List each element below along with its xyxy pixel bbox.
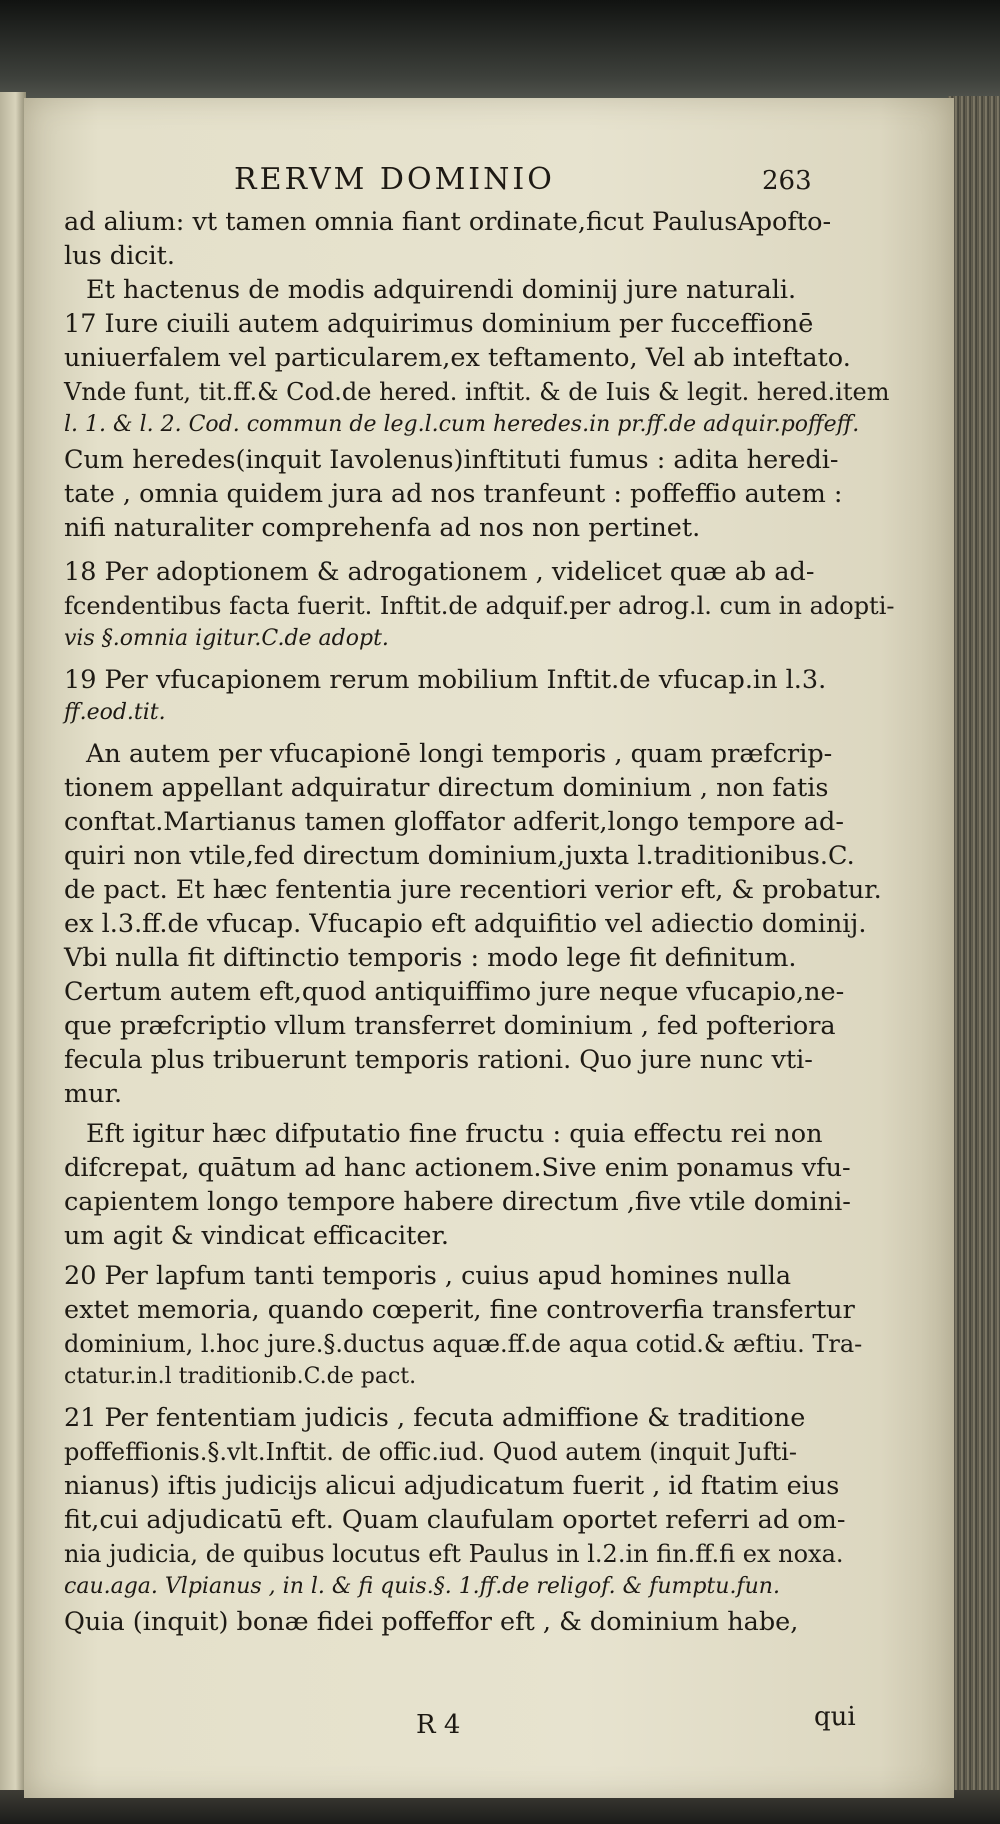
- text-line: que præfcriptio vllum transferret dominium , fed pofteriora: [64, 1011, 836, 1041]
- signature-mark: R 4: [416, 1710, 461, 1740]
- text-line: cau.aga. Vlpianus , in l. & fi quis.§. 1.ff.de religof. & fumptu.fun.: [64, 1574, 780, 1599]
- text-line: tate , omnia quidem jura ad nos tranfeunt : poffeffio autem :: [64, 479, 843, 509]
- text-line: 18 Per adoptionem & adrogationem , videlicet quæ ab ad-: [64, 557, 815, 587]
- text-line: Et hactenus de modis adquirendi dominij jure naturali.: [86, 275, 797, 305]
- left-facing-page-edge: [0, 92, 26, 1792]
- text-line: Eft igitur hæc difputatio fine fructu : quia effectu rei non: [86, 1119, 823, 1149]
- text-line: ad alium: vt tamen omnia fiant ordinate,ficut PaulusApofto-: [64, 207, 832, 237]
- text-line: Vnde funt, tit.ff.& Cod.de hered. inftit. & de Iuis & legit. hered.item: [64, 378, 890, 406]
- text-line: vis §.omnia igitur.C.de adopt.: [64, 626, 389, 651]
- text-line: poffeffionis.§.vlt.Inftit. de offic.iud. Quod autem (inquit Jufti-: [64, 1438, 797, 1466]
- page-number: 263: [762, 166, 812, 196]
- text-line: extet memoria, quando cœperit, fine controverfia transfertur: [64, 1295, 855, 1325]
- text-line: 21 Per fententiam judicis , fecuta admiffione & traditione: [64, 1403, 806, 1433]
- text-line: An autem per vfucapionē longi temporis , quam præfcrip-: [86, 739, 833, 769]
- text-line: l. 1. & l. 2. Cod. commun de leg.l.cum heredes.in pr.ff.de adquir.poffeff.: [64, 412, 860, 437]
- text-line: fcendentibus facta fuerit. Inftit.de adquif.per adrog.l. cum in adopti-: [64, 592, 895, 620]
- text-line: um agit & vindicat efficaciter.: [64, 1221, 449, 1251]
- text-line: Vbi nulla fit diftinctio temporis : modo lege fit definitum.: [64, 943, 797, 973]
- text-line: mur.: [64, 1079, 123, 1109]
- right-page-edges: [948, 96, 1000, 1806]
- text-line: dominium, l.hoc jure.§.ductus aquæ.ff.de aqua cotid.& æftiu. Tra-: [64, 1330, 863, 1358]
- text-line: quiri non vtile,fed directum dominium,juxta l.traditionibus.C.: [64, 841, 855, 871]
- text-line: 19 Per vfucapionem rerum mobilium Inftit.de vfucap.in l.3.: [64, 665, 827, 695]
- text-line: de pact. Et hæc fententia jure recentiori verior eft, & probatur.: [64, 875, 882, 905]
- text-line: tionem appellant adquiratur directum dominium , non fatis: [64, 773, 829, 803]
- text-line: difcrepat, quātum ad hanc actionem.Sive enim ponamus vfu-: [64, 1153, 851, 1183]
- text-line: conftat.Martianus tamen gloffator adferit,longo tempore ad-: [64, 807, 844, 837]
- text-line: nianus) iftis judicijs alicui adjudicatum fuerit , id ftatim eius: [64, 1471, 840, 1501]
- text-line: nifi naturaliter comprehenfa ad nos non pertinet.: [64, 513, 701, 543]
- text-line: capientem longo tempore habere directum ,five vtile domini-: [64, 1187, 851, 1217]
- catchword: qui: [814, 1702, 856, 1732]
- text-line: ctatur.in.l traditionib.C.de pact.: [64, 1364, 417, 1389]
- text-line: nia judicia, de quibus locutus eft Paulus in l.2.in fin.ff.fi ex noxa.: [64, 1540, 844, 1568]
- text-line: 20 Per lapfum tanti temporis , cuius apud homines nulla: [64, 1261, 792, 1291]
- text-line: fit,cui adjudicatū eft. Quam claufulam oportet referri ad om-: [64, 1505, 846, 1535]
- text-line: fecula plus tribuerunt temporis rationi. Quo jure nunc vti-: [64, 1045, 813, 1075]
- text-block: [24, 98, 954, 1798]
- text-line: 17 Iure ciuili autem adquirimus dominium per fucceffionē: [64, 309, 814, 339]
- text-line: ex l.3.ff.de vfucap. Vfucapio eft adquifitio vel adiectio dominij.: [64, 909, 867, 939]
- page: [24, 98, 954, 1798]
- text-line: uniuerfalem vel particularem,ex teftamento, Vel ab inteftato.: [64, 343, 851, 373]
- text-line: ff.eod.tit.: [64, 700, 166, 725]
- text-line: Cum heredes(inquit Iavolenus)inftituti fumus : adita heredi-: [64, 445, 839, 475]
- text-line: Quia (inquit) bonæ fidei poffeffor eft , & dominium habe,: [64, 1607, 799, 1637]
- top-shadow: [0, 0, 1000, 110]
- text-line: Certum autem eft,quod antiquiffimo jure neque vfucapio,ne-: [64, 977, 845, 1007]
- running-head: RERVM DOMINIO: [234, 162, 555, 197]
- text-line: lus dicit.: [64, 241, 176, 271]
